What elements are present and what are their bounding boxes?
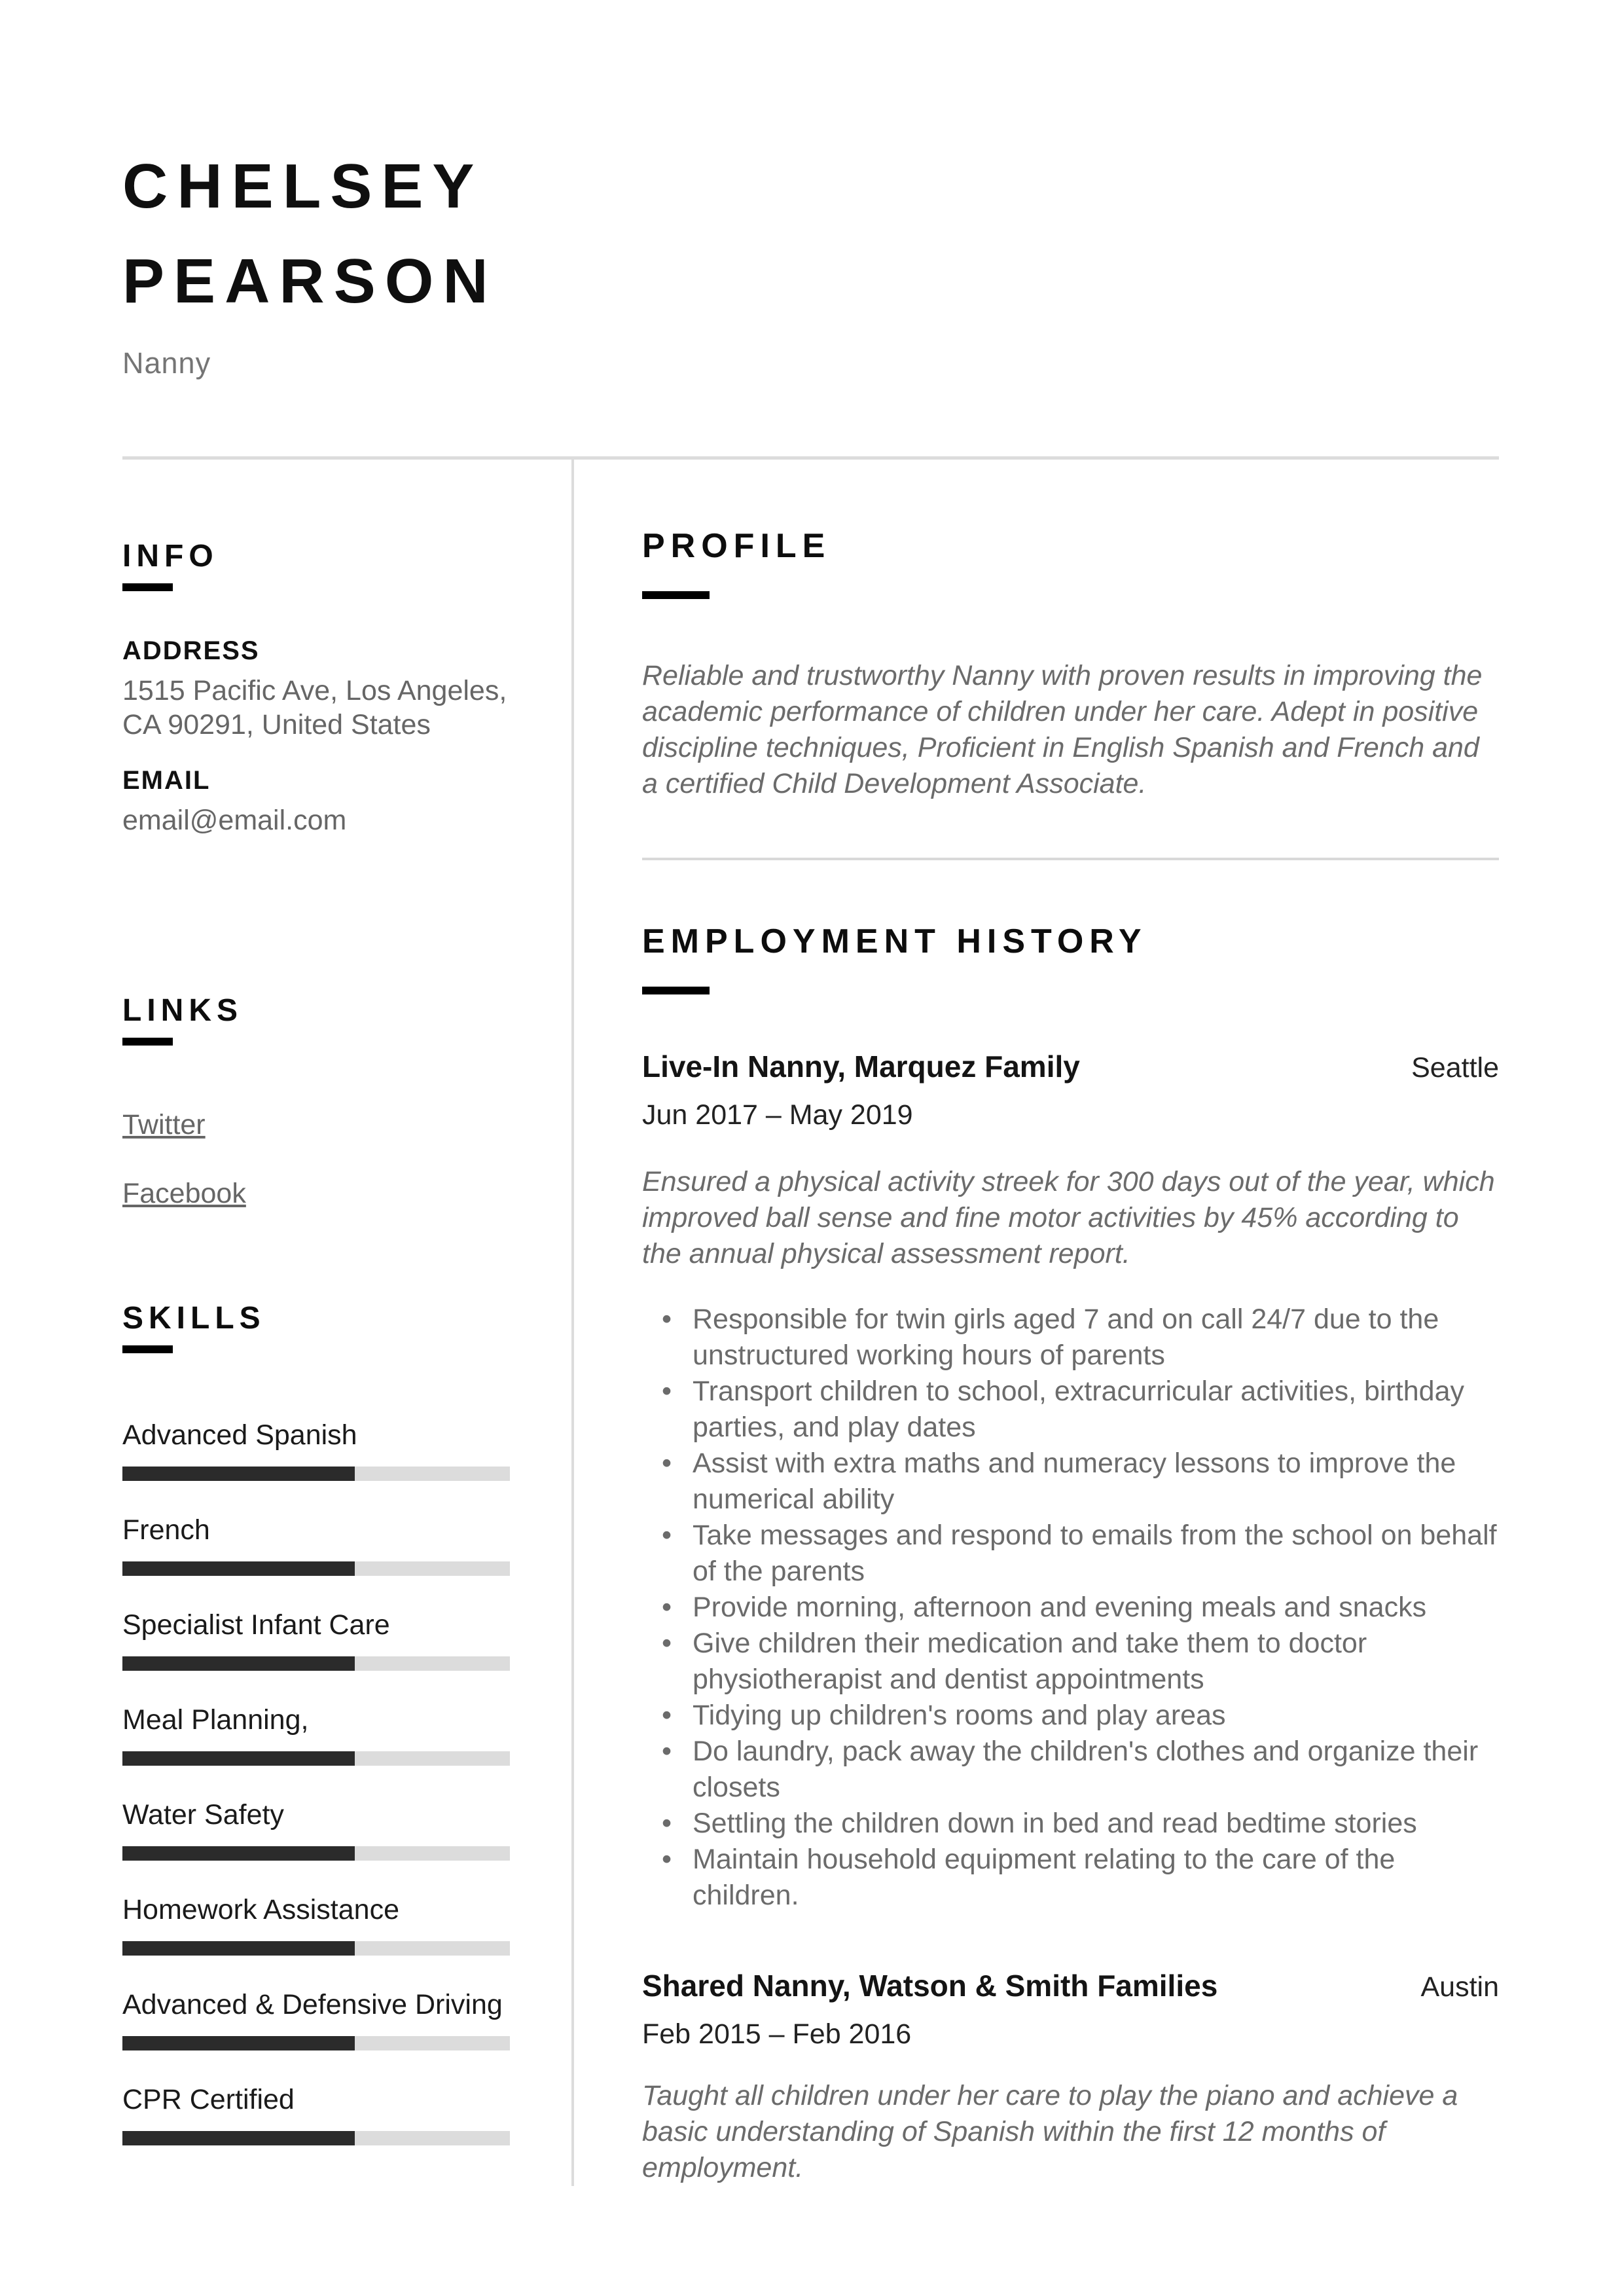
skill-name: Advanced Spanish (122, 1419, 357, 1451)
profile-text: Reliable and trustworthy Nanny with proven results in improving the academic performance of children under her care. Adept in positive discipline techniques, Proficient in English Spanish and French and a certified Child Development Associate. (642, 660, 1483, 799)
job-bullet: • Responsible for twin girls aged 7 and on call 24/7 due to the unstructured working hours of parents (642, 1302, 1499, 1374)
skill-item (122, 1893, 571, 1956)
skill-level-track (122, 2131, 510, 2145)
person-name-line2: PEARSON (122, 246, 497, 316)
main-column (574, 460, 1499, 2186)
skill-name: CPR Certified (122, 2084, 295, 2115)
job-bullet: • Settling the children down in bed and read bedtime stories (642, 1806, 1499, 1842)
content-columns (122, 456, 1499, 2186)
skill-level-track (122, 1941, 510, 1956)
skills-list (122, 1419, 571, 2145)
links-list (122, 1046, 571, 1211)
person-name-line1: CHELSEY (122, 151, 484, 221)
skill-level-track (122, 1656, 510, 1671)
resume-header (0, 0, 1622, 380)
job-header (642, 1050, 1499, 1084)
section-divider (642, 858, 1499, 860)
person-job-title: Nanny (122, 346, 211, 380)
profile-section (642, 527, 1499, 802)
skill-name: Water Safety (122, 1799, 284, 1831)
skill-level-track (122, 1751, 510, 1766)
skill-item (122, 2083, 571, 2145)
skill-level-track (122, 1467, 510, 1481)
job-location: Seattle (1411, 1052, 1499, 1084)
skill-name: French (122, 1514, 210, 1546)
skill-item (122, 1988, 571, 2050)
skills-heading-underline (122, 1345, 173, 1353)
employment-section (642, 922, 1499, 2186)
address-value (122, 674, 571, 742)
job-dates: Feb 2015 – Feb 2016 (642, 2018, 912, 2050)
skill-level-fill (122, 1846, 355, 1861)
skill-name: Meal Planning, (122, 1704, 309, 1736)
skill-item (122, 1609, 571, 1671)
skill-level-fill (122, 2131, 355, 2145)
profile-heading: PROFILE (642, 527, 831, 565)
job-header (642, 1969, 1499, 2003)
info-heading: INFO (122, 539, 219, 574)
job-bullet: • Tidying up children's rooms and play areas (642, 1698, 1499, 1734)
social-link-twitter[interactable]: Twitter (122, 1109, 206, 1140)
skill-level-fill (122, 1467, 355, 1481)
address-label: ADDRESS (122, 636, 260, 665)
info-section (122, 540, 571, 837)
links-section (122, 994, 571, 1211)
address-line1: 1515 Pacific Ave, Los Angeles, (122, 675, 507, 706)
jobs-list (642, 1050, 1499, 2186)
skill-level-track (122, 2036, 510, 2050)
sidebar (122, 460, 574, 2186)
social-link-facebook[interactable]: Facebook (122, 1178, 246, 1209)
email-label: EMAIL (122, 766, 211, 795)
job-summary: Ensured a physical activity streek for 300 days out of the year, which improved ball sense and fine motor activities by 45% according to the annual physical assessment report. (642, 1166, 1495, 1269)
skill-level-fill (122, 1751, 355, 1766)
skill-item (122, 1514, 571, 1576)
skill-item (122, 1704, 571, 1766)
link-row (122, 1046, 571, 1142)
employment-heading-underline (642, 987, 710, 994)
job-title: Shared Nanny, Watson & Smith Families (642, 1969, 1218, 2003)
info-heading-underline (122, 583, 173, 591)
skill-name: Homework Assistance (122, 1894, 399, 1925)
skill-name: Specialist Infant Care (122, 1609, 390, 1641)
job-summary: Taught all children under her care to play the piano and achieve a basic understanding of Spanish within the first 12 months of employment. (642, 2080, 1458, 2183)
links-heading: LINKS (122, 993, 243, 1028)
job-bullet: • Assist with extra maths and numeracy lessons to improve the numerical ability (642, 1446, 1499, 1518)
profile-heading-underline (642, 591, 710, 599)
job-entry (642, 1969, 1499, 2186)
skills-heading: SKILLS (122, 1301, 266, 1336)
job-bullet: • Provide morning, afternoon and evening meals and snacks (642, 1590, 1499, 1626)
address-line2: CA 90291, United States (122, 709, 431, 740)
skill-level-fill (122, 1561, 355, 1576)
person-name (122, 139, 1499, 329)
skill-level-track (122, 1561, 510, 1576)
skill-level-fill (122, 1656, 355, 1671)
skill-item (122, 1419, 571, 1481)
job-bullet: • Do laundry, pack away the children's clothes and organize their closets (642, 1734, 1499, 1806)
link-row (122, 1142, 571, 1211)
job-bullet: • Maintain household equipment relating to the care of the children. (642, 1842, 1499, 1914)
job-bullet-list (642, 1302, 1499, 1914)
job-dates: Jun 2017 – May 2019 (642, 1099, 913, 1131)
skill-name: Advanced & Defensive Driving (122, 1989, 503, 2020)
job-bullet: • Give children their medication and take them to doctor physiotherapist and dentist appointments (642, 1626, 1499, 1698)
job-bullet: • Transport children to school, extracurricular activities, birthday parties, and play dates (642, 1374, 1499, 1446)
job-bullet: • Take messages and respond to emails from the school on behalf of the parents (642, 1518, 1499, 1590)
skill-level-fill (122, 2036, 355, 2050)
skill-level-fill (122, 1941, 355, 1956)
links-heading-underline (122, 1038, 173, 1046)
skills-section (122, 1302, 571, 2145)
job-location: Austin (1420, 1971, 1499, 2003)
skill-level-track (122, 1846, 510, 1861)
employment-heading: EMPLOYMENT HISTORY (642, 922, 1147, 960)
job-title: Live-In Nanny, Marquez Family (642, 1049, 1080, 1084)
job-entry (642, 1050, 1499, 1914)
email-value: email@email.com (122, 805, 347, 836)
skill-item (122, 1798, 571, 1861)
